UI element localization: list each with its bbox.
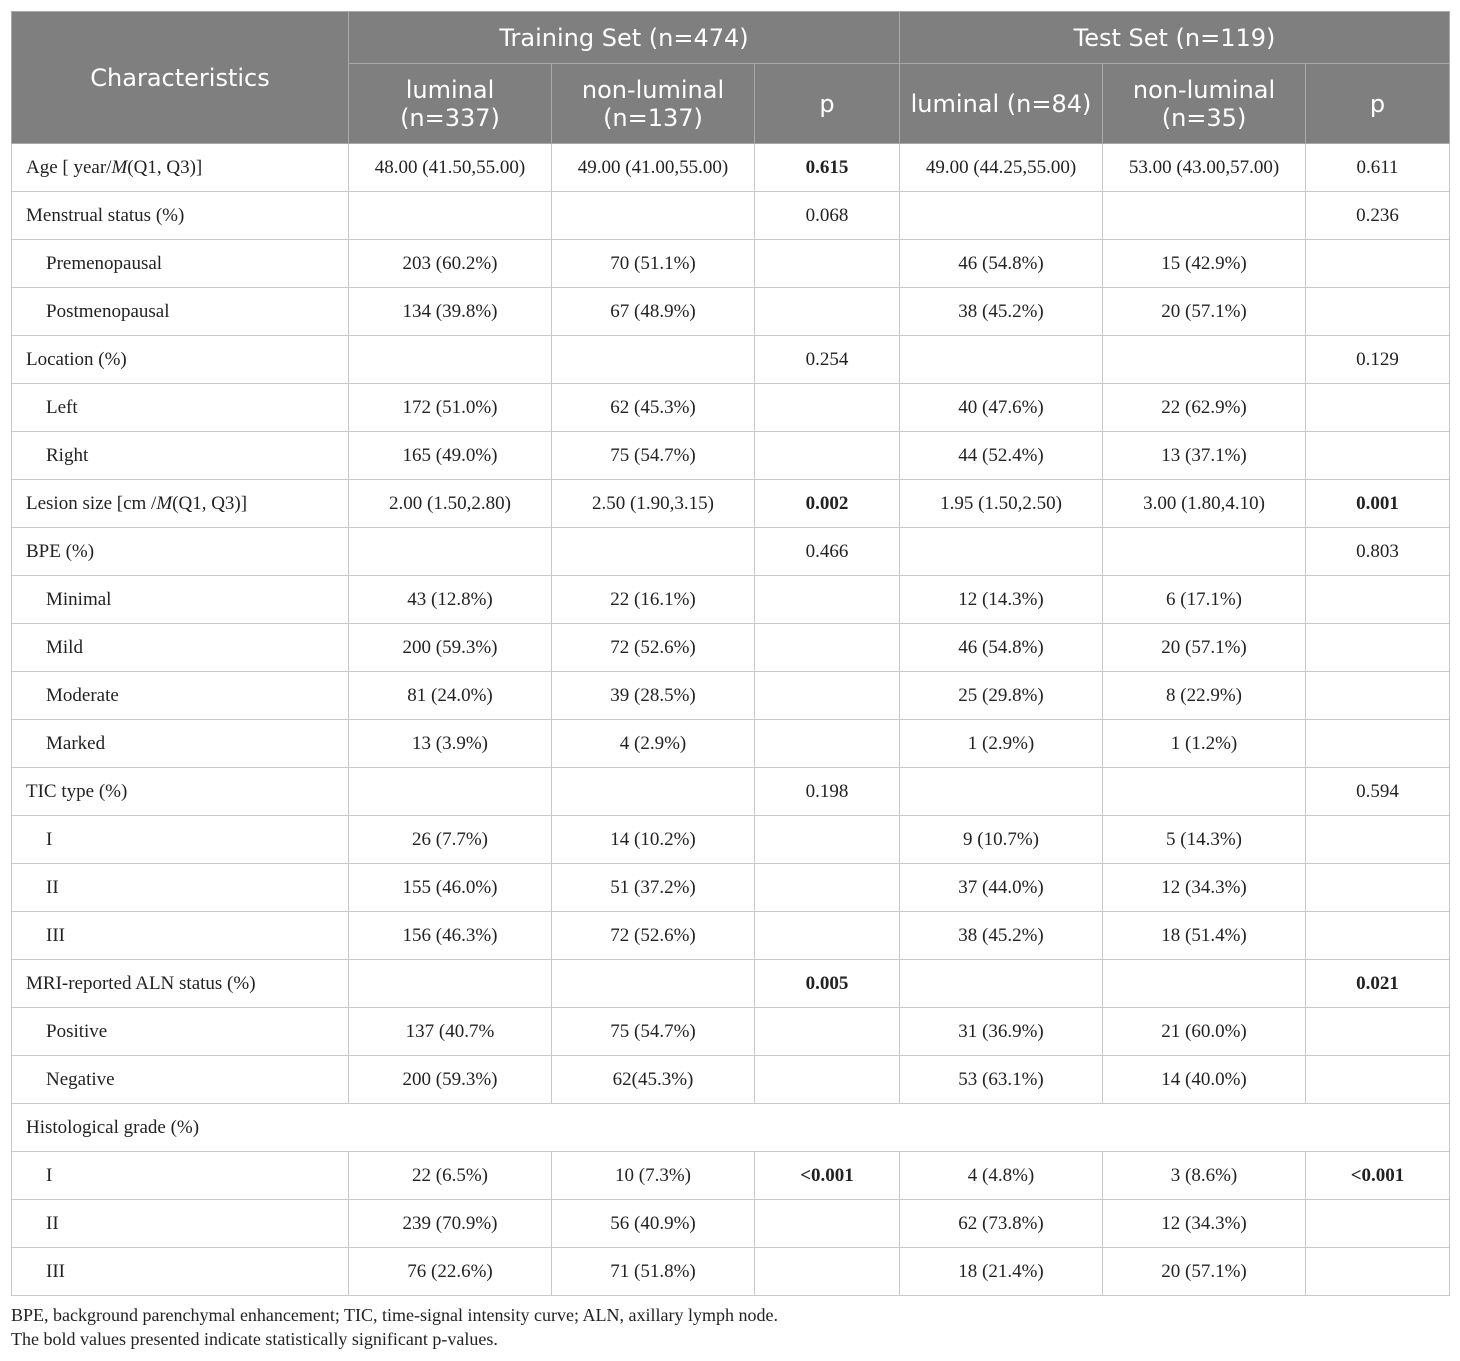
cell-test-luminal: 37 (44.0%) [900,864,1103,912]
cell-train-luminal: 43 (12.8%) [349,576,552,624]
cell-test-nonluminal: 14 (40.0%) [1103,1056,1306,1104]
cell-train-luminal: 26 (7.7%) [349,816,552,864]
cell-train-nonluminal: 71 (51.8%) [552,1248,755,1296]
cell-test-p: 0.021 [1306,960,1450,1008]
header-train-p: p [755,64,900,144]
header-train-luminal: luminal (n=337) [349,64,552,144]
cell-test-nonluminal: 3 (8.6%) [1103,1152,1306,1200]
cell-test-nonluminal: 22 (62.9%) [1103,384,1306,432]
cell-test-p [1306,1056,1450,1104]
table-container [11,11,1449,1296]
cell-test-p [1306,1200,1450,1248]
cell-train-nonluminal [552,192,755,240]
cell-test-p: <0.001 [1306,1152,1450,1200]
row-label: Left [12,384,349,432]
cell-train-luminal: 13 (3.9%) [349,720,552,768]
row-label: Negative [12,1056,349,1104]
table-row [12,1104,1450,1152]
cell-train-nonluminal: 70 (51.1%) [552,240,755,288]
cell-test-luminal: 9 (10.7%) [900,816,1103,864]
cell-train-nonluminal: 2.50 (1.90,3.15) [552,480,755,528]
cell-train-p [755,720,900,768]
table-row [12,384,1450,432]
cell-train-nonluminal: 56 (40.9%) [552,1200,755,1248]
cell-train-luminal [349,528,552,576]
cell-test-nonluminal: 18 (51.4%) [1103,912,1306,960]
table-row [12,480,1450,528]
cell-test-nonluminal [1103,528,1306,576]
cell-test-p [1306,1248,1450,1296]
cell-test-p [1306,240,1450,288]
cell-train-nonluminal: 62 (45.3%) [552,384,755,432]
row-label: Positive [12,1008,349,1056]
cell-train-p: 0.005 [755,960,900,1008]
cell-test-luminal: 38 (45.2%) [900,288,1103,336]
cell-train-p [755,1008,900,1056]
row-label: TIC type (%) [12,768,349,816]
cell-test-luminal: 46 (54.8%) [900,240,1103,288]
row-label: Premenopausal [12,240,349,288]
cell-test-luminal: 1 (2.9%) [900,720,1103,768]
row-label: I [12,816,349,864]
cell-train-luminal [349,336,552,384]
row-label-prefix: Lesion size [cm / [26,492,157,514]
cell-train-luminal: 137 (40.7% [349,1008,552,1056]
row-label: II [12,1200,349,1248]
cell-test-p [1306,912,1450,960]
cell-test-p [1306,864,1450,912]
table-row [12,864,1450,912]
cell-train-luminal: 239 (70.9%) [349,1200,552,1248]
cell-test-p [1306,816,1450,864]
cell-train-p [755,864,900,912]
table-row [12,1200,1450,1248]
cell-train-p [755,576,900,624]
header-characteristics: Characteristics [12,12,349,144]
cell-train-nonluminal [552,336,755,384]
row-label: Menstrual status (%) [12,192,349,240]
cell-train-p [755,912,900,960]
cell-train-luminal: 172 (51.0%) [349,384,552,432]
row-label-m: M [111,156,128,178]
cell-train-p: 0.068 [755,192,900,240]
cell-train-luminal [349,192,552,240]
cell-train-p: 0.198 [755,768,900,816]
header-training-set: Training Set (n=474) [349,12,900,64]
cell-train-luminal: 200 (59.3%) [349,624,552,672]
cell-train-nonluminal [552,960,755,1008]
row-label: BPE (%) [12,528,349,576]
cell-train-p [755,240,900,288]
cell-test-nonluminal: 12 (34.3%) [1103,864,1306,912]
header-test-set: Test Set (n=119) [900,12,1450,64]
cell-train-p [755,384,900,432]
cell-train-nonluminal: 49.00 (41.00,55.00) [552,144,755,192]
cell-test-p: 0.236 [1306,192,1450,240]
cell-train-p [755,672,900,720]
table-body [12,144,1450,1296]
cell-train-luminal: 48.00 (41.50,55.00) [349,144,552,192]
cell-train-nonluminal: 75 (54.7%) [552,1008,755,1056]
cell-test-nonluminal [1103,960,1306,1008]
cell-train-luminal: 2.00 (1.50,2.80) [349,480,552,528]
cell-train-nonluminal: 51 (37.2%) [552,864,755,912]
table-row [12,672,1450,720]
cell-train-luminal: 165 (49.0%) [349,432,552,480]
cell-train-p [755,1056,900,1104]
row-label: III [12,912,349,960]
cell-test-p [1306,720,1450,768]
row-label: Postmenopausal [12,288,349,336]
cell-train-luminal: 200 (59.3%) [349,1056,552,1104]
table-row [12,336,1450,384]
cell-train-nonluminal: 72 (52.6%) [552,912,755,960]
table-row [12,432,1450,480]
cell-train-p [755,624,900,672]
cell-test-p [1306,576,1450,624]
note-abbreviations: BPE, background parenchymal enhancement; TIC, time-signal intensity curve; ALN, axillary lymph node. [11,1305,778,1325]
cell-test-nonluminal [1103,768,1306,816]
cell-test-p [1306,624,1450,672]
cell-train-luminal: 203 (60.2%) [349,240,552,288]
row-label: II [12,864,349,912]
cell-test-p: 0.001 [1306,480,1450,528]
table-row [12,192,1450,240]
cell-train-nonluminal: 22 (16.1%) [552,576,755,624]
row-label-m: M [156,492,173,514]
cell-test-nonluminal [1103,192,1306,240]
cell-train-nonluminal: 4 (2.9%) [552,720,755,768]
cell-train-nonluminal: 67 (48.9%) [552,288,755,336]
table-row [12,528,1450,576]
cell-test-nonluminal: 5 (14.3%) [1103,816,1306,864]
cell-test-nonluminal: 20 (57.1%) [1103,288,1306,336]
cell-test-p: 0.129 [1306,336,1450,384]
table-row [12,960,1450,1008]
cell-train-luminal [349,960,552,1008]
cell-test-nonluminal: 12 (34.3%) [1103,1200,1306,1248]
cell-test-nonluminal: 3.00 (1.80,4.10) [1103,480,1306,528]
cell-test-luminal: 53 (63.1%) [900,1056,1103,1104]
row-label: Mild [12,624,349,672]
cell-test-luminal: 25 (29.8%) [900,672,1103,720]
cell-test-luminal: 12 (14.3%) [900,576,1103,624]
cell-test-p [1306,288,1450,336]
cell-train-p: 0.254 [755,336,900,384]
row-label: Minimal [12,576,349,624]
cell-train-nonluminal: 75 (54.7%) [552,432,755,480]
cell-train-nonluminal: 14 (10.2%) [552,816,755,864]
cell-train-luminal: 134 (39.8%) [349,288,552,336]
row-label: Right [12,432,349,480]
row-label [12,480,349,528]
row-label: Marked [12,720,349,768]
cell-test-luminal [900,336,1103,384]
cell-test-luminal [900,528,1103,576]
cell-test-nonluminal: 20 (57.1%) [1103,624,1306,672]
cell-test-p [1306,432,1450,480]
header-test-luminal: luminal (n=84) [900,64,1103,144]
row-label: Histological grade (%) [12,1104,1450,1152]
cell-train-nonluminal [552,528,755,576]
cell-train-p [755,432,900,480]
table-row [12,1008,1450,1056]
cell-test-nonluminal: 8 (22.9%) [1103,672,1306,720]
cell-train-luminal: 76 (22.6%) [349,1248,552,1296]
cell-train-p [755,816,900,864]
table-row [12,1056,1450,1104]
cell-train-luminal: 155 (46.0%) [349,864,552,912]
row-label-q: (Q1, Q3)] [127,156,203,178]
characteristics-table [11,11,1450,1296]
cell-train-p: 0.466 [755,528,900,576]
cell-test-nonluminal [1103,336,1306,384]
table-row [12,144,1450,192]
table-row [12,720,1450,768]
row-label: Location (%) [12,336,349,384]
table-row [12,240,1450,288]
cell-test-luminal [900,192,1103,240]
cell-test-p [1306,1008,1450,1056]
cell-test-luminal: 38 (45.2%) [900,912,1103,960]
cell-test-luminal: 49.00 (44.25,55.00) [900,144,1103,192]
cell-test-p: 0.611 [1306,144,1450,192]
cell-train-p: 0.615 [755,144,900,192]
cell-train-luminal [349,768,552,816]
cell-test-luminal: 1.95 (1.50,2.50) [900,480,1103,528]
row-label: Moderate [12,672,349,720]
row-label: I [12,1152,349,1200]
note-bold: The bold values presented indicate statistically significant p-values. [11,1329,498,1349]
cell-train-luminal: 156 (46.3%) [349,912,552,960]
cell-test-p: 0.803 [1306,528,1450,576]
table-row [12,768,1450,816]
cell-test-nonluminal: 21 (60.0%) [1103,1008,1306,1056]
table-notes [11,1303,778,1351]
cell-train-nonluminal: 72 (52.6%) [552,624,755,672]
cell-train-nonluminal: 10 (7.3%) [552,1152,755,1200]
cell-train-nonluminal: 62(45.3%) [552,1056,755,1104]
cell-test-nonluminal: 15 (42.9%) [1103,240,1306,288]
cell-test-nonluminal: 13 (37.1%) [1103,432,1306,480]
cell-train-p [755,288,900,336]
cell-test-luminal: 62 (73.8%) [900,1200,1103,1248]
table-row [12,1248,1450,1296]
cell-train-nonluminal [552,768,755,816]
row-label-q: (Q1, Q3)] [172,492,248,514]
cell-test-p: 0.594 [1306,768,1450,816]
row-label: III [12,1248,349,1296]
cell-test-luminal: 46 (54.8%) [900,624,1103,672]
table-row [12,816,1450,864]
header-test-nonluminal: non-luminal (n=35) [1103,64,1306,144]
cell-test-nonluminal: 1 (1.2%) [1103,720,1306,768]
cell-train-luminal: 81 (24.0%) [349,672,552,720]
row-label-prefix: Age [ year/ [26,156,112,178]
cell-train-nonluminal: 39 (28.5%) [552,672,755,720]
table-row [12,1152,1450,1200]
row-label: MRI-reported ALN status (%) [12,960,349,1008]
cell-test-nonluminal: 20 (57.1%) [1103,1248,1306,1296]
cell-train-p [755,1200,900,1248]
cell-train-luminal: 22 (6.5%) [349,1152,552,1200]
table-row [12,624,1450,672]
table-row [12,288,1450,336]
cell-test-luminal: 44 (52.4%) [900,432,1103,480]
cell-test-p [1306,672,1450,720]
cell-test-luminal: 18 (21.4%) [900,1248,1103,1296]
cell-test-luminal: 4 (4.8%) [900,1152,1103,1200]
cell-test-nonluminal: 53.00 (43.00,57.00) [1103,144,1306,192]
cell-test-p [1306,384,1450,432]
cell-train-p [755,1248,900,1296]
cell-test-nonluminal: 6 (17.1%) [1103,576,1306,624]
table-row [12,912,1450,960]
cell-test-luminal [900,768,1103,816]
cell-test-luminal [900,960,1103,1008]
header-train-nonluminal: non-luminal (n=137) [552,64,755,144]
cell-train-p: <0.001 [755,1152,900,1200]
header-test-p: p [1306,64,1450,144]
cell-train-p: 0.002 [755,480,900,528]
row-label [12,144,349,192]
table-row [12,576,1450,624]
cell-test-luminal: 40 (47.6%) [900,384,1103,432]
cell-test-luminal: 31 (36.9%) [900,1008,1103,1056]
